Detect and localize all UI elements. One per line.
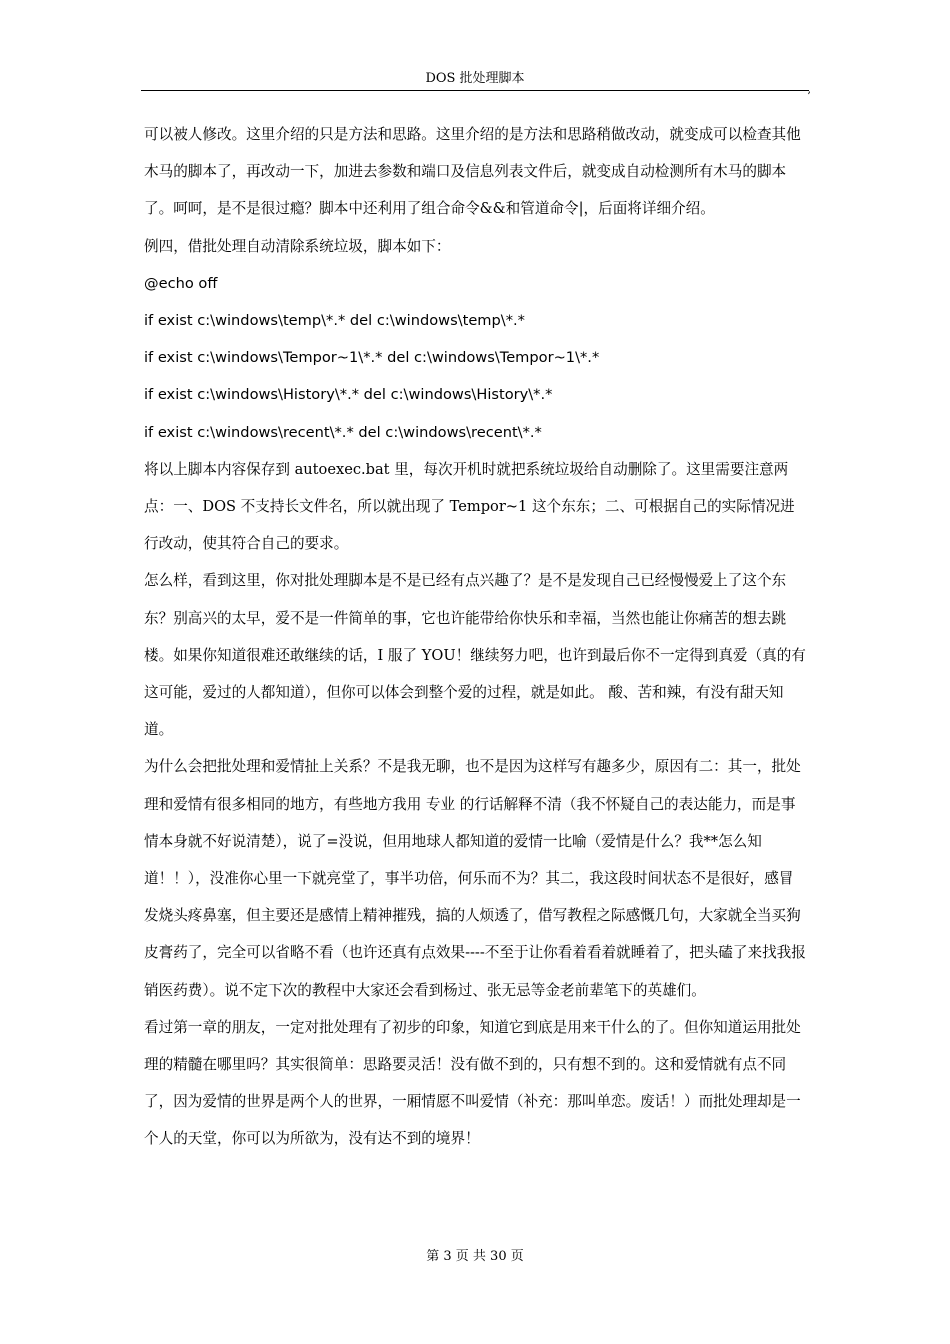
paragraph-example-four: 例四，借批处理自动清除系统垃圾，脚本如下：	[144, 237, 451, 255]
paragraph-intro: 可以被人修改。这里介绍的只是方法和思路。这里介绍的是方法和思路稍做改动，就变成可以检查其他木马的脚本了，再改动一下，加进去参数和端口及信息列表文件后，就变成自动检测所有木马的脚本了。呵呵，是不是很过瘾？脚本中还利用了组合命令&&和管道命令|，后面将详细介绍。	[144, 126, 801, 218]
code-line-recent: if exist c:\windows\recent\*.* del c:\windows\recent\*.*	[144, 423, 542, 441]
paragraph-interest: 怎么样，看到这里，你对批处理脚本是不是已经有点兴趣了？是不是发现自己已经慢慢爱上了这个东东？别高兴的太早，爱不是一件简单的事，它也许能带给你快乐和幸福，当然也能让你痛苦的想去跳楼。如果你知道很难还敢继续的话，I 服了 YOU！继续努力吧，也许到最后你不一定得到真爱（真的有这可能，爱过的人都知道），但你可以体会到整个爱的过程，就是如此。 酸、苦和辣，有没有甜天知道。	[144, 572, 806, 739]
paragraph-love-analogy: 为什么会把批处理和爱情扯上关系？不是我无聊，也不是因为这样写有趣多少，原因有二：其一，批处理和爱情有很多相同的地方，有些地方我用 专业 的行话解释不清（我不怀疑自己的表达能力，而是事情本身就不好说清楚），说了=没说，但用地球人都知道的爱情一比喻（爱情是什么？我**怎么知道！！），没准你心里一下就亮堂了，事半功倍，何乐而不为？其二，我这段时间状态不是很好，感冒发烧头疼鼻塞，但主要还是感情上精神摧残，搞的人烦透了，借写教程之际感慨几句，大家就全当买狗皮膏药了，完全可以省略不看（也许还真有点效果----不至于让你看着看着就睡着了，把头磕了来找我报销医药费）。说不定下次的教程中大家还会看到杨过、张无忌等金老前辈笔下的英雄们。	[144, 758, 806, 999]
code-line-echo-off: @echo off	[144, 274, 218, 292]
code-line-tempor: if exist c:\windows\Tempor~1\*.* del c:\windows\Tempor~1\*.*	[144, 349, 600, 367]
code-line-history: if exist c:\windows\History\*.* del c:\windows\History\*.*	[144, 386, 553, 404]
header-tick-mark: ,	[807, 83, 811, 96]
header-title: DOS 批处理脚本	[425, 71, 525, 86]
paragraph-autoexec: 将以上脚本内容保存到 autoexec.bat 里，每次开机时就把系统垃圾给自动删除了。这里需要注意两点：一、DOS 不支持长文件名，所以就出现了 Tempor~1 这个东东；二、可根据自己的实际情况进行改动，使其符合自己的要求。	[144, 460, 795, 553]
paragraph-chapter-one: 看过第一章的朋友，一定对批处理有了初步的印象，知道它到底是用来干什么的了。但你知道运用批处理的精髓在哪里吗？其实很简单：思路要灵活！没有做不到的，只有想不到的。这和爱情就有点不同了，因为爱情的世界是两个人的世界，一厢情愿不叫爱情（补充：那叫单恋。废话！）而批处理却是一个人的天堂，你可以为所欲为，没有达不到的境界！	[144, 1018, 801, 1148]
page-footer: 第 3 页 共 30 页	[426, 1249, 524, 1264]
page-header	[141, 70, 811, 96]
document-body	[144, 116, 808, 1158]
code-line-temp: if exist c:\windows\temp\*.* del c:\windows\temp\*.*	[144, 312, 525, 330]
